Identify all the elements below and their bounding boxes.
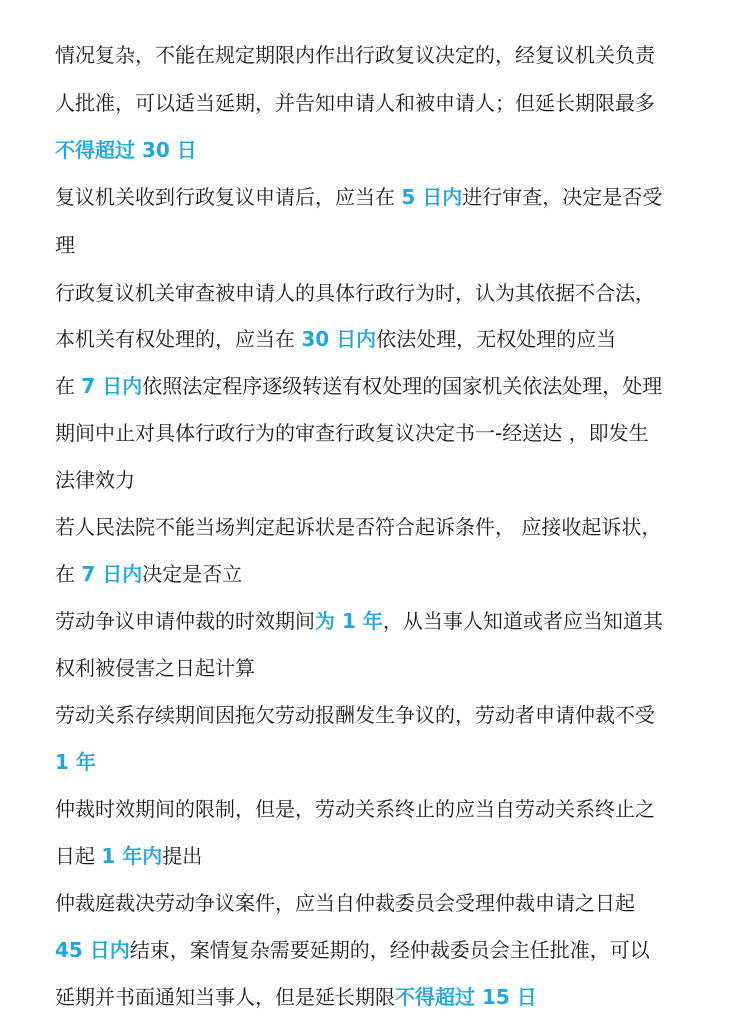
line-text: 期间中止对具体行政行为的审查行政复议决定书一-经送达 ，即发生 [55, 421, 649, 445]
text-line [55, 232, 75, 258]
line-text: 若人民法院不能当场判定起诉状是否符合起诉条件， 应接收起诉状， [55, 515, 662, 539]
line-text: 权利被侵害之日起计算 [55, 656, 255, 680]
text-line [55, 137, 197, 163]
line-text: 行政复议机关审查被申请人的具体行政行为时，认为其依据不合法， [55, 281, 655, 305]
line-text: 仲裁时效期间的限制，但是，劳动关系终止的应当自劳动关系终止之 [55, 797, 655, 821]
highlighted-deadline: 7 日内 [81, 374, 143, 398]
line-text: 依照法定程序逐级转送有权处理的国家机关依法处理，处理 [142, 374, 663, 398]
text-line [55, 184, 662, 210]
highlighted-deadline: 5 日内 [401, 185, 463, 209]
line-text: 复议机关收到行政复议申请后，应当在 [55, 185, 402, 209]
line-text: 理 [55, 233, 75, 257]
text-line [55, 890, 635, 916]
line-text: 情况复杂，不能在规定期限内作出行政复议决定的，经复议机关负责 [55, 43, 655, 67]
line-text: 法律效力 [55, 468, 135, 492]
line-text: 提出 [162, 844, 203, 868]
line-text: 仲裁庭裁决劳动争议案件，应当自仲裁委员会受理仲裁申请之日起 [55, 891, 635, 915]
text-line [55, 420, 649, 446]
text-line [55, 843, 202, 869]
line-text: 进行审查，决定是否受 [462, 185, 663, 209]
text-line [55, 326, 616, 352]
highlighted-deadline: 不得超过 30 日 [55, 138, 197, 162]
text-line [55, 702, 655, 728]
text-line [55, 514, 661, 540]
line-text: 决定是否立 [142, 562, 243, 586]
text-line [55, 655, 255, 681]
line-text: 人批准，可以适当延期，并告知申请人和被申请人；但延长期限最多 [55, 91, 655, 115]
line-text: 日起 [55, 844, 102, 868]
text-line [55, 280, 655, 306]
text-line [55, 373, 662, 399]
text-line [55, 984, 537, 1010]
highlighted-deadline: 7 日内 [81, 562, 143, 586]
text-line [55, 467, 135, 493]
line-text: 依法处理，无权处理的应当 [376, 327, 617, 351]
text-line [55, 796, 655, 822]
text-line [55, 937, 650, 963]
line-text: 劳动关系存续期间因拖欠劳动报酬发生争议的，劳动者申请仲裁不受 [55, 703, 655, 727]
line-text: 在 [55, 374, 82, 398]
text-line [55, 608, 663, 634]
highlighted-deadline: 30 日内 [301, 327, 377, 351]
line-text: 劳动争议申请仲裁的时效期间 [55, 609, 315, 633]
text-line [55, 561, 242, 587]
highlighted-deadline: 为 1 年 [315, 609, 383, 633]
highlighted-deadline: 45 日内 [55, 938, 130, 962]
text-line [55, 749, 96, 775]
highlighted-deadline: 不得超过 15 日 [395, 985, 537, 1009]
line-text: 在 [55, 562, 82, 586]
text-line [55, 42, 655, 68]
line-text: ，从当事人知道或者应当知道其 [382, 609, 663, 633]
line-text: 本机关有权处理的，应当在 [55, 327, 302, 351]
line-text: 延期并书面通知当事人，但是延长期限 [55, 985, 395, 1009]
highlighted-deadline: 1 年 [55, 750, 96, 774]
highlighted-deadline: 1 年内 [101, 844, 163, 868]
line-text: 结束，案情复杂需要延期的，经仲裁委员会主任批准，可以 [129, 938, 650, 962]
text-line [55, 90, 655, 116]
